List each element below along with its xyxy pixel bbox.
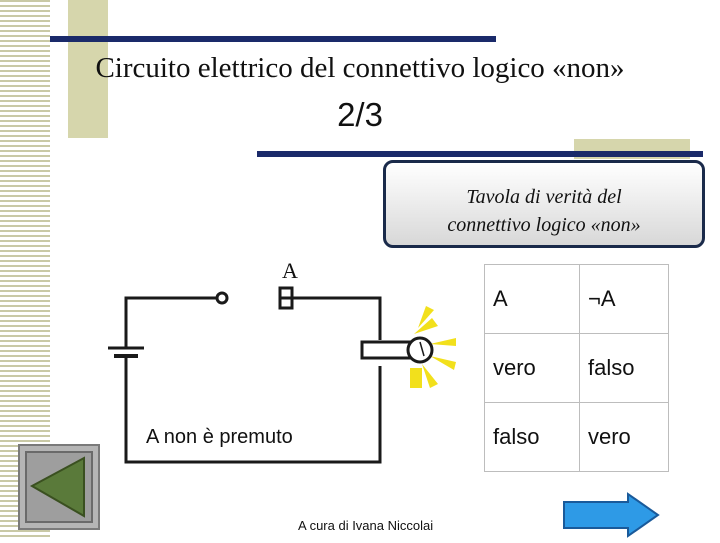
table-header-row (485, 265, 669, 334)
light-bulb-icon (408, 306, 456, 388)
callout-line-2: connettivo logico «non» (447, 214, 641, 236)
callout-line-1: Tavola di verità del (466, 186, 622, 208)
bulb-socket (362, 342, 412, 358)
table-cell: vero (580, 403, 669, 472)
switch-label: A (282, 258, 298, 283)
table-cell: vero (485, 334, 580, 403)
table-cell: falso (580, 334, 669, 403)
switch-terminal (217, 293, 227, 303)
right-arrow-icon (562, 492, 660, 538)
next-button[interactable] (562, 492, 660, 538)
table-row (485, 334, 669, 403)
back-button[interactable] (18, 444, 100, 530)
truth-table-callout (383, 160, 705, 248)
table-header-cell: A (485, 265, 580, 334)
circuit-wire (126, 298, 222, 348)
table-row (485, 403, 669, 472)
table-header-cell: ¬A (580, 265, 669, 334)
table-cell: falso (485, 403, 580, 472)
decorative-bar-top (50, 36, 496, 42)
circuit-wire (286, 298, 380, 340)
circuit-status-text: A non è premuto (146, 426, 293, 448)
truth-table (484, 264, 669, 472)
slide-page-number: 2/3 (337, 96, 383, 133)
decorative-bar-right (257, 151, 703, 157)
left-triangle-icon (20, 446, 98, 528)
slide-title: Circuito elettrico del connettivo logico «non» (95, 52, 625, 84)
footer-credit: A cura di Ivana Niccolai (298, 518, 434, 533)
